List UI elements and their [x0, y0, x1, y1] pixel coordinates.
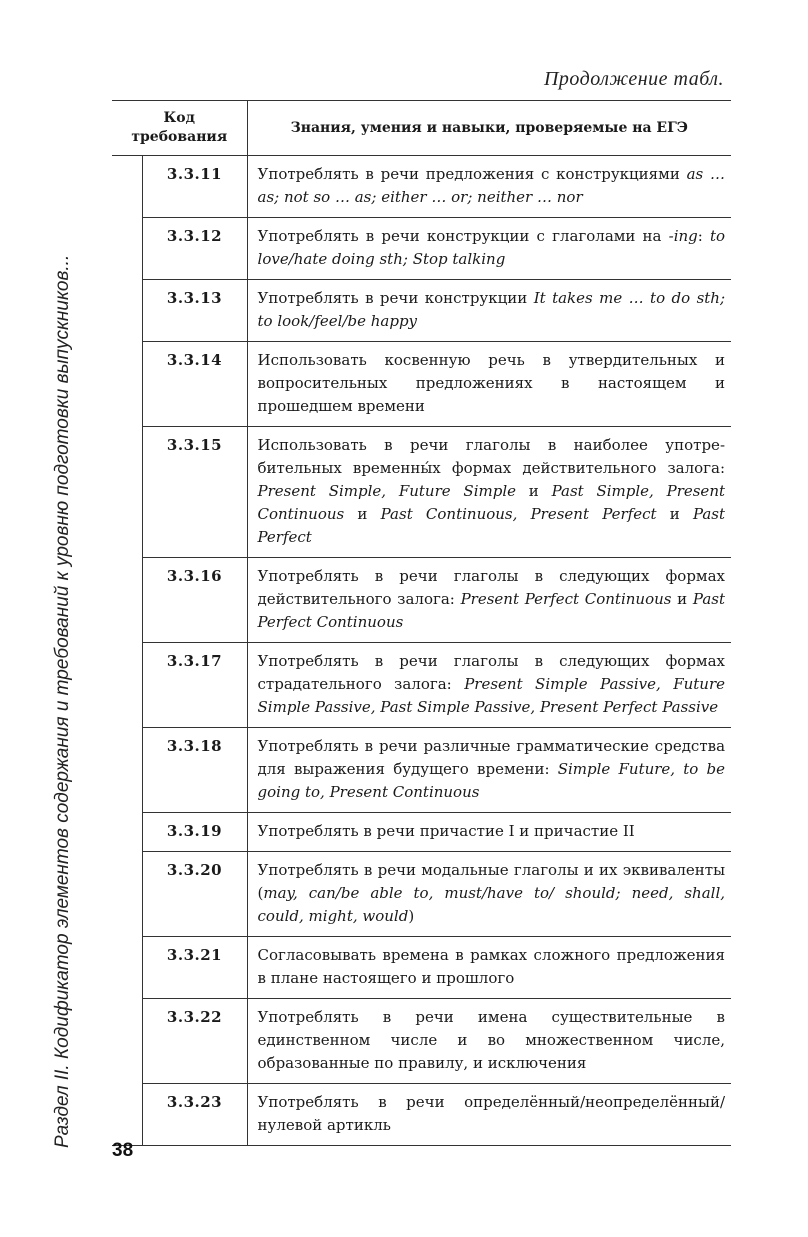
row-spacer-cell	[112, 218, 142, 280]
continuation-label: Продолжение табл.	[543, 68, 724, 90]
description-italic-text: Past Simple, Present Continuous	[257, 482, 726, 523]
requirement-code: 3.3.13	[142, 280, 247, 342]
table-row	[112, 427, 731, 558]
description-text: Употреблять в речи определённый/неопределённый/нулевой артикль	[257, 1093, 726, 1134]
requirement-code: 3.3.11	[142, 156, 247, 218]
description-italic-text: Present Simple, Future Simple	[257, 482, 517, 500]
description-italic-text: Past Perfect Continuous	[257, 590, 726, 631]
requirements-table	[112, 100, 731, 1146]
description-italic-text: to love/hate doing sth; Stop talking	[257, 227, 726, 268]
description-text: Употреблять в речи конструкции	[257, 289, 534, 307]
description-italic-text: as … as; not so … as; either … or; neither … nor	[257, 165, 726, 206]
table-row	[112, 1084, 731, 1146]
requirement-code: 3.3.18	[142, 728, 247, 813]
column-header-code-line2: требования	[131, 129, 228, 145]
table-row	[112, 813, 731, 852]
requirement-description	[247, 427, 731, 558]
table-row	[112, 999, 731, 1084]
table-row	[112, 280, 731, 342]
requirement-description	[247, 218, 731, 280]
row-spacer-cell	[112, 280, 142, 342]
requirement-code: 3.3.12	[142, 218, 247, 280]
column-header-description: Знания, умения и навыки, проверяемые на ЕГЭ	[247, 101, 731, 156]
description-text: Употреблять в речи модальные глаголы и их эквиваленты (	[257, 861, 726, 902]
requirement-code: 3.3.22	[142, 999, 247, 1084]
row-spacer-cell	[112, 427, 142, 558]
section-side-caption: Раздел II. Кодификатор элементов содержания и требований к уровню подготовки выпускников...	[52, 254, 73, 1148]
table-row	[112, 558, 731, 643]
description-text: Употреблять в речи глаголы в следующих формах страдательного залога:	[257, 652, 726, 693]
table-row	[112, 728, 731, 813]
description-italic-text: Present Perfect Continuous	[460, 590, 672, 608]
row-spacer-cell	[112, 852, 142, 937]
row-spacer-cell	[112, 1084, 142, 1146]
table-row	[112, 643, 731, 728]
table-header-row	[112, 101, 731, 156]
column-header-code-line1: Код	[163, 110, 195, 126]
description-text: Использовать косвенную речь в утвердительных и вопросительных предложениях в настоящем и прошедшем времени	[257, 351, 726, 415]
row-spacer-cell	[112, 728, 142, 813]
description-text: Употреблять в речи различные грамматические средства для выражения будущего времени:	[257, 737, 726, 778]
row-spacer-cell	[112, 342, 142, 427]
requirement-description	[247, 156, 731, 218]
requirement-description	[247, 728, 731, 813]
requirement-code: 3.3.20	[142, 852, 247, 937]
table-body	[112, 156, 731, 1146]
row-spacer-cell	[112, 937, 142, 999]
description-text: Употреблять в речи глаголы в следующих формах действительного залога:	[257, 567, 726, 608]
description-italic-text: Past Perfect	[257, 505, 726, 546]
description-text: Употреблять в речи причастие I и причастие II	[257, 822, 635, 840]
requirement-code: 3.3.19	[142, 813, 247, 852]
description-text: :	[697, 227, 710, 245]
table-row	[112, 937, 731, 999]
requirement-description	[247, 342, 731, 427]
row-spacer-cell	[112, 558, 142, 643]
row-spacer-cell	[112, 156, 142, 218]
requirement-code: 3.3.21	[142, 937, 247, 999]
description-italic-text: Past Continuous, Present Perfect	[380, 505, 657, 523]
requirement-description	[247, 280, 731, 342]
requirement-description	[247, 813, 731, 852]
description-italic-text: It takes me … to do sth; to look/feel/be happy	[257, 289, 726, 330]
requirement-description	[247, 643, 731, 728]
description-text: и	[656, 505, 693, 523]
table-row	[112, 156, 731, 218]
requirement-description	[247, 937, 731, 999]
requirement-description	[247, 852, 731, 937]
description-text: Употреблять в речи предложения с конструкциями	[257, 165, 687, 183]
table-row	[112, 342, 731, 427]
description-text: Использовать в речи глаголы в наиболее употребительных временны́х формах действительного залога:	[257, 436, 726, 477]
description-italic-text: Simple Future, to be going to, Present Continuous	[257, 760, 726, 801]
description-text: и	[516, 482, 552, 500]
description-italic-text: Present Simple Passive, Future Simple Passive, Past Simple Passive, Present Perfect Passive	[257, 675, 726, 716]
row-spacer-cell	[112, 643, 142, 728]
requirement-code: 3.3.17	[142, 643, 247, 728]
row-spacer-cell	[112, 813, 142, 852]
requirement-code: 3.3.23	[142, 1084, 247, 1146]
description-italic-text: -ing	[668, 227, 698, 245]
page-number: 38	[112, 1140, 134, 1161]
description-text: Употреблять в речи имена существительные в единственном числе и во множественном числе, образованные по правилу, и исключения	[257, 1008, 726, 1072]
description-text: Употреблять в речи конструкции с глаголами на	[257, 227, 669, 245]
requirement-code: 3.3.15	[142, 427, 247, 558]
description-text: и	[344, 505, 381, 523]
column-header-code	[112, 101, 247, 156]
description-text: )	[408, 907, 415, 925]
requirement-description	[247, 1084, 731, 1146]
requirement-code: 3.3.14	[142, 342, 247, 427]
row-spacer-cell	[112, 999, 142, 1084]
requirement-description	[247, 558, 731, 643]
requirement-code: 3.3.16	[142, 558, 247, 643]
requirement-description	[247, 999, 731, 1084]
description-text: Согласовывать времена в рамках сложного предложения в плане настоящего и прошлого	[257, 946, 726, 987]
table-row	[112, 852, 731, 937]
description-italic-text: may, can/be able to, must/have to/ should; need, shall, could, might, would	[257, 884, 726, 925]
table-row	[112, 218, 731, 280]
description-text: и	[671, 590, 693, 608]
